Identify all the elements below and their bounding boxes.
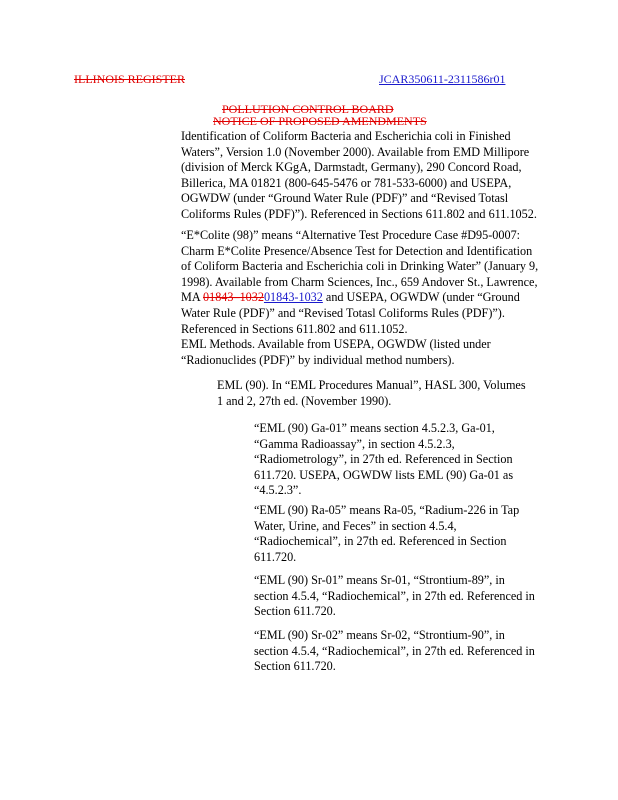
text-line: OGWDW (under “Ground Water Rule (PDF)” and “Revised Totasl (181, 191, 509, 206)
text-line: Billerica, MA 01821 (800-645-5476 or 781-533-6000) and USEPA, (181, 175, 512, 190)
document-id: JCAR350611-2311586r01 (379, 72, 506, 86)
text-line-ma (181, 290, 538, 306)
text-line: EML Methods. Available from USEPA, OGWDW (listed under (181, 337, 491, 351)
paragraph-sr-01 (254, 573, 535, 620)
paragraph-millipore (181, 129, 537, 223)
text-line: 611.720. USEPA, OGWDW lists EML (90) Ga-01 as (254, 467, 514, 482)
text-line: “EML (90) Ra-05” means Ra-05, “Radium-226 in Tap (254, 503, 520, 517)
ma-prefix: MA (181, 290, 204, 305)
text-line: Identification of Coliform Bacteria and Escherichia coli in Finished (181, 129, 511, 143)
paragraph-eml-90 (217, 378, 526, 409)
text-line: Referenced in Sections 611.802 and 611.1052. (181, 321, 408, 336)
text-line: EML (90). In “EML Procedures Manual”, HASL 300, Volumes (217, 378, 526, 392)
text-line: 1998). Available from Charm Sciences, Inc., 659 Andover St., Lawrence, (181, 274, 538, 289)
text-line: “EML (90) Sr-01” means Sr-01, “Strontium-89”, in (254, 573, 505, 587)
text-line: “EML (90) Sr-02” means Sr-02, “Strontium-90”, in (254, 628, 505, 642)
text-line: Section 611.720. (254, 604, 336, 619)
text-line: Coliforms Rules (PDF)”). Referenced in Sections 611.802 and 611.1052. (181, 206, 537, 221)
ma-rest: and USEPA, OGWDW (under “Ground (325, 290, 520, 305)
text-line: 1 and 2, 27th ed. (November 1990). (217, 393, 392, 408)
text-line: of Coliform Bacteria and Escherichia coli in Drinking Water” (January 9, (181, 259, 539, 274)
paragraph-ra-05 (254, 503, 519, 565)
text-line: “Radiochemical”, in 27th ed. Referenced in Section (254, 534, 507, 549)
text-line: Waters”, Version 1.0 (November 2000). Available from EMD Millipore (181, 144, 530, 159)
text-line: “Gamma Radioassay”, in section 4.5.2.3, (254, 436, 455, 451)
text-line: section 4.5.4, “Radiochemical”, in 27th ed. Referenced in (254, 643, 535, 658)
zip-inserted: 01843-1032 (263, 290, 323, 305)
register-title: ILLINOIS REGISTER (74, 72, 185, 86)
text-line: section 4.5.4, “Radiochemical”, in 27th ed. Referenced in (254, 588, 535, 603)
paragraph-ecolite (181, 228, 538, 337)
paragraph-ga-01 (254, 421, 513, 499)
zip-deleted: 01843–1032 (203, 290, 264, 305)
paragraph-sr-02 (254, 628, 535, 675)
paragraph-eml-methods (181, 337, 491, 368)
text-line: Water, Urine, and Feces” in section 4.5.4, (254, 518, 457, 533)
board-title: POLLUTION CONTROL BOARD (222, 102, 394, 116)
text-line: 611.720. (254, 549, 297, 564)
text-line: “Radiometrology”, in 27th ed. Referenced in Section (254, 452, 513, 467)
text-line: Section 611.720. (254, 659, 336, 674)
text-line: “Radionuclides (PDF)” by individual method numbers). (181, 352, 455, 367)
text-line: Charm E*Colite Presence/Absence Test for Detection and Identification (181, 243, 533, 258)
text-line: “4.5.2.3”. (254, 483, 302, 498)
text-line: Water Rule (PDF)” and “Revised Totasl Coliforms Rules (PDF)”). (181, 305, 505, 320)
notice-title: NOTICE OF PROPOSED AMENDMENTS (213, 114, 427, 128)
text-line: “EML (90) Ga-01” means section 4.5.2.3, Ga-01, (254, 421, 495, 435)
text-line: “E*Colite (98)” means “Alternative Test Procedure Case #D95-0007: (181, 228, 521, 242)
text-line: (division of Merck KGgA, Darmstadt, Germany), 290 Concord Road, (181, 160, 522, 175)
